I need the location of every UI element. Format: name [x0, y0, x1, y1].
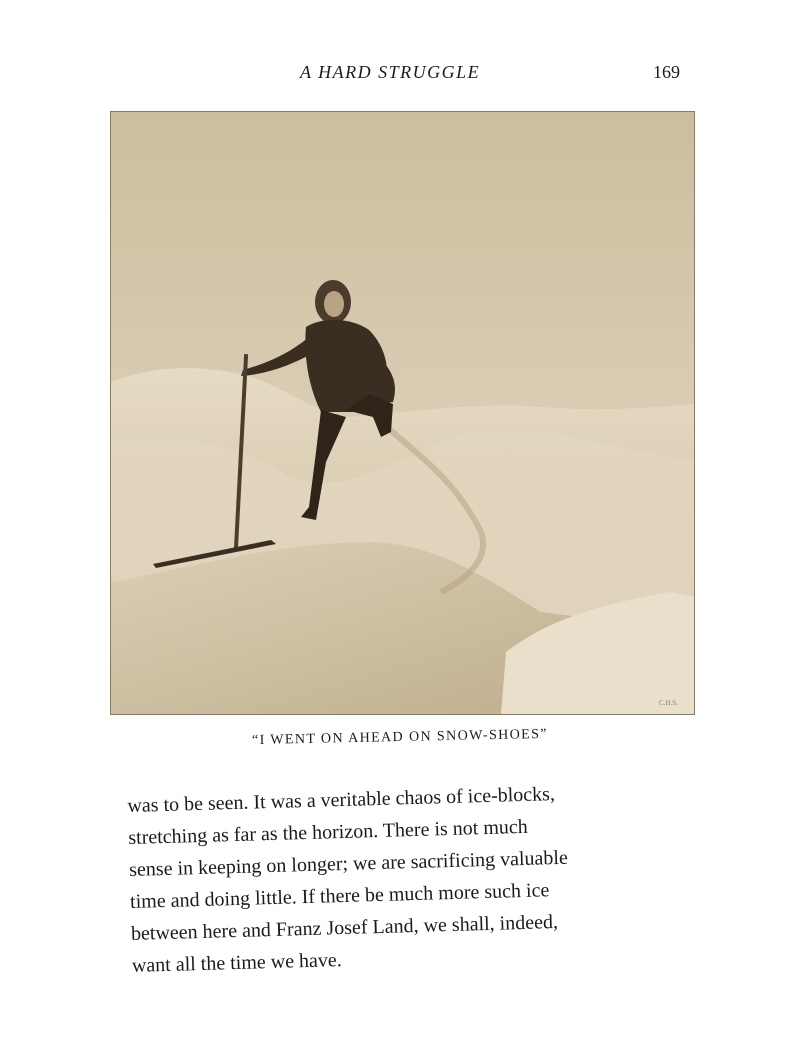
body-line: time and doing little. If there be much more such ice — [129, 879, 550, 913]
body-line: between here and Franz Josef Land, we shall, indeed, — [130, 911, 559, 945]
body-line: want all the time we have. — [131, 949, 343, 977]
snow-explorer-photo — [111, 112, 694, 714]
body-line: stretching as far as the horizon. There is not much — [128, 815, 529, 849]
body-line: sense in keeping on longer; we are sacrificing valuable — [128, 846, 569, 881]
running-head — [300, 62, 680, 83]
figure-caption: “I WENT ON AHEAD ON SNOW-SHOES” — [251, 726, 549, 749]
plate-signature: C.H.S. — [659, 699, 678, 707]
photo-plate — [110, 111, 695, 715]
body-line: was to be seen. It was a veritable chaos of ice-blocks, — [127, 783, 556, 817]
running-title: A HARD STRUGGLE — [300, 62, 481, 82]
body-text — [127, 774, 692, 982]
page-number: 169 — [653, 62, 680, 82]
